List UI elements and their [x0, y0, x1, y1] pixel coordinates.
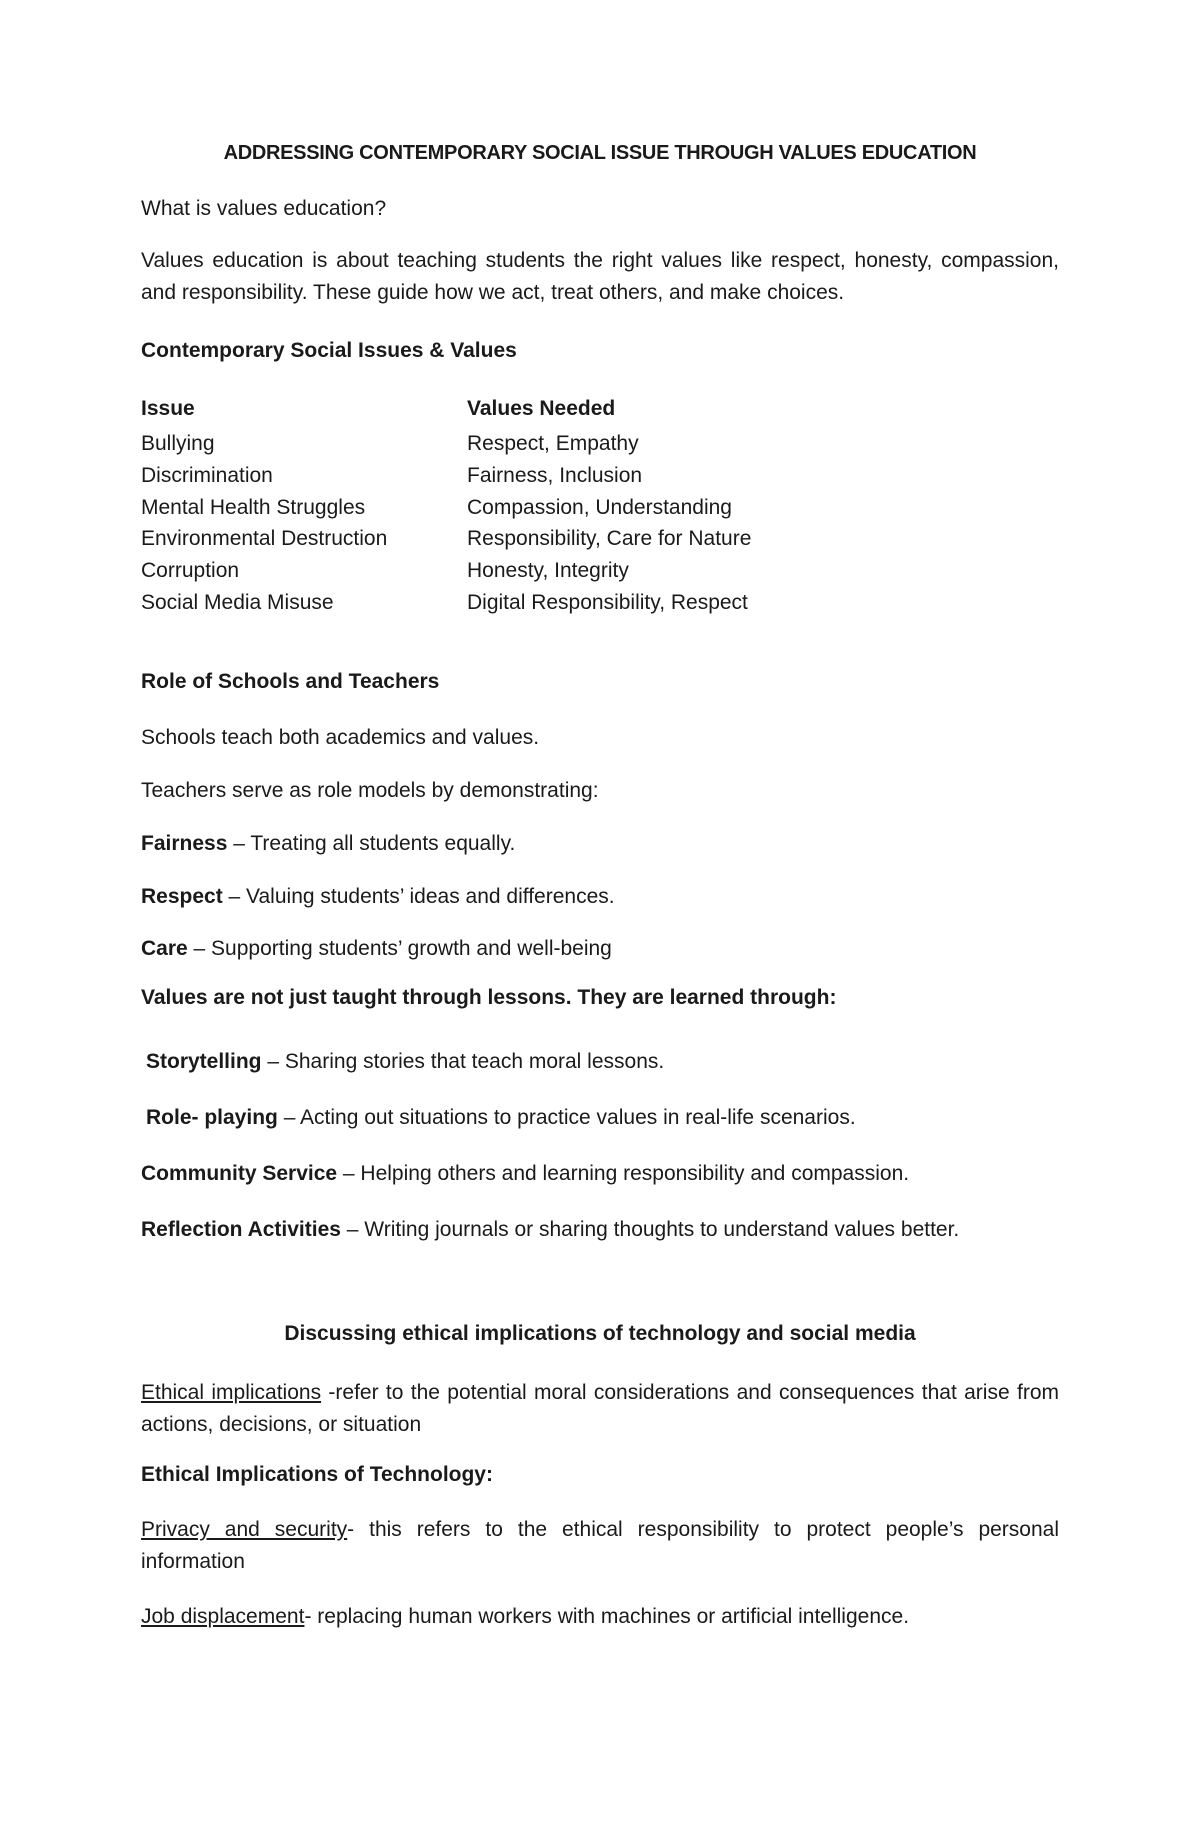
column-header-values: Values Needed — [467, 397, 616, 420]
description: – Supporting students’ growth and well-being — [187, 937, 612, 960]
description: -refer to the potential moral considerations and consequences that arise from actions, decisions, or situation — [141, 1381, 1059, 1436]
column-header-issue: Issue — [141, 397, 195, 420]
demonstrating-item-fairness — [141, 828, 515, 860]
method-item-community-service — [141, 1158, 909, 1190]
table-cell-values: Respect, Empathy — [467, 432, 639, 455]
table-cell-issue: Mental Health Struggles — [141, 496, 366, 519]
description: - this refers to the ethical responsibility to protect people’s personal information — [141, 1518, 1060, 1573]
table-cell-values: Fairness, Inclusion — [467, 464, 643, 487]
term: Fairness — [141, 832, 228, 855]
term: Job displacement — [141, 1605, 305, 1628]
description: – Valuing students’ ideas and differences. — [222, 885, 615, 908]
description: – Writing journals or sharing thoughts to understand values better. — [340, 1218, 960, 1241]
method-item-reflection — [141, 1214, 959, 1246]
method-item-storytelling — [146, 1046, 664, 1078]
document-title: ADDRESSING CONTEMPORARY SOCIAL ISSUE THROUGH VALUES EDUCATION — [223, 142, 977, 164]
description: – Acting out situations to practice values in real-life scenarios. — [277, 1106, 856, 1129]
table-cell-issue: Corruption — [141, 559, 240, 582]
table-cell-values: Honesty, Integrity — [467, 559, 629, 582]
term: Community Service — [141, 1162, 338, 1185]
term: Respect — [141, 885, 223, 908]
term: Reflection Activities — [141, 1218, 341, 1241]
term: Privacy and security — [141, 1518, 348, 1541]
table-cell-issue: Social Media Misuse — [141, 591, 334, 614]
description: – Helping others and learning responsibility and compassion. — [337, 1162, 910, 1185]
learned-heading: Values are not just taught through lessons. They are learned through: — [141, 986, 837, 1009]
method-item-role-playing — [146, 1102, 856, 1134]
term: Storytelling — [146, 1050, 262, 1073]
term: Role- playing — [146, 1106, 278, 1129]
intro-paragraph: Values education is about teaching students the right values like respect, honesty, compassion, and responsibility. These guide how we act, treat others, and make choices. — [141, 249, 1059, 304]
question-what-is-values-education: What is values education? — [141, 197, 387, 220]
table-cell-issue: Discrimination — [141, 464, 273, 487]
term: Care — [141, 937, 188, 960]
table-cell-issue: Environmental Destruction — [141, 527, 388, 550]
description: - replacing human workers with machines or artificial intelligence. — [304, 1605, 910, 1628]
description: – Sharing stories that teach moral lessons. — [261, 1050, 665, 1073]
teachers-line: Teachers serve as role models by demonstrating: — [141, 779, 599, 802]
tech-heading: Ethical Implications of Technology: — [141, 1463, 493, 1486]
demonstrating-item-respect — [141, 881, 615, 913]
term: Ethical implications — [141, 1381, 322, 1404]
table-cell-values: Digital Responsibility, Respect — [467, 591, 748, 614]
job-displacement-item — [141, 1601, 909, 1633]
role-heading: Role of Schools and Teachers — [141, 670, 440, 693]
description: – Treating all students equally. — [227, 832, 516, 855]
table-cell-values: Responsibility, Care for Nature — [467, 527, 752, 550]
table-cell-issue: Bullying — [141, 432, 215, 455]
issues-heading: Contemporary Social Issues & Values — [141, 339, 517, 362]
privacy-and-security-item — [141, 1514, 1059, 1578]
schools-line: Schools teach both academics and values. — [141, 726, 540, 749]
demonstrating-item-care — [141, 933, 612, 965]
ethics-heading: Discussing ethical implications of technology and social media — [284, 1322, 916, 1345]
table-cell-values: Compassion, Understanding — [467, 496, 732, 519]
ethical-implications-definition — [141, 1377, 1059, 1441]
